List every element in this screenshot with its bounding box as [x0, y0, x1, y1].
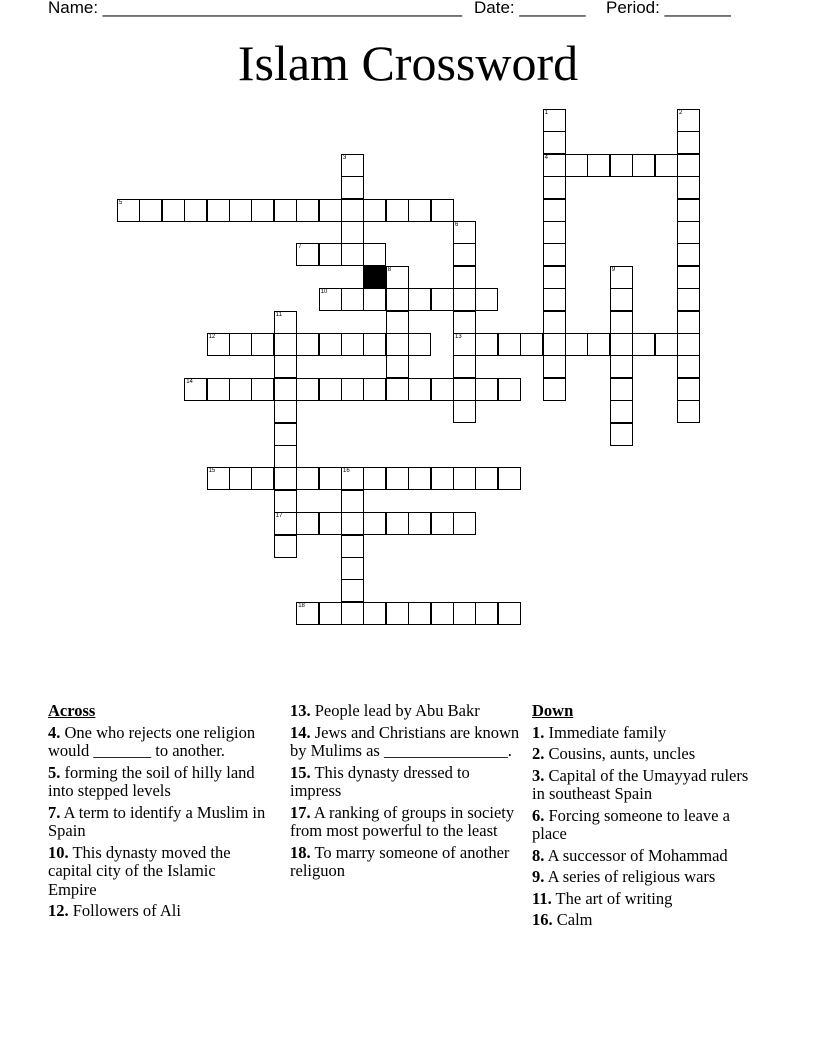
clue-text: This dynasty moved the capital city of the Islamic Empire [48, 842, 231, 899]
grid-cell[interactable] [543, 109, 566, 132]
grid-cell[interactable] [431, 378, 454, 401]
grid-cell[interactable] [363, 288, 386, 311]
grid-cell[interactable] [475, 333, 498, 356]
clue-text: Cousins, aunts, uncles [544, 744, 696, 763]
clue-text: The art of writing [551, 888, 673, 908]
grid-cell[interactable] [341, 535, 364, 558]
grid-cell[interactable] [543, 266, 566, 289]
grid-cell[interactable] [677, 176, 700, 199]
grid-cell[interactable] [386, 288, 409, 311]
clues-column-3 [532, 702, 762, 933]
grid-cell[interactable] [677, 221, 700, 244]
grid-cell[interactable] [274, 378, 297, 401]
clue-text: Immediate family [544, 722, 667, 742]
grid-cell[interactable] [386, 467, 409, 490]
clue-number: 11. [532, 888, 552, 908]
grid-cell[interactable] [610, 400, 633, 423]
clue-number-label: 9 [611, 266, 616, 273]
clue-item [290, 804, 522, 841]
grid-cell[interactable] [274, 467, 297, 490]
clue-text: A successor of Mohammad [544, 845, 728, 865]
clue-text: One who rejects one religion would _______ to another. [48, 722, 256, 760]
grid-cell[interactable] [341, 221, 364, 244]
grid-cell[interactable] [498, 378, 521, 401]
grid-cell[interactable] [408, 378, 431, 401]
grid-cell[interactable] [453, 266, 476, 289]
clue-item [290, 724, 522, 761]
grid-cell[interactable] [408, 602, 431, 625]
grid-cell[interactable] [207, 333, 230, 356]
grid-cell[interactable] [543, 199, 566, 222]
clue-number: 17. [290, 802, 311, 822]
grid-cell[interactable] [498, 467, 521, 490]
grid-cell[interactable] [453, 400, 476, 423]
grid-cell[interactable] [543, 378, 566, 401]
grid-cell[interactable] [184, 378, 207, 401]
grid-cell[interactable] [677, 131, 700, 154]
grid-cell[interactable] [363, 378, 386, 401]
grid-cell[interactable] [543, 131, 566, 154]
grid-cell[interactable] [677, 311, 700, 334]
grid-cell[interactable] [363, 512, 386, 535]
clue-item [532, 847, 762, 866]
clue-item [532, 890, 762, 909]
grid-cell[interactable] [610, 378, 633, 401]
grid-cell[interactable] [319, 467, 342, 490]
clue-number: 10. [48, 842, 69, 862]
clue-number-label: 2 [679, 110, 683, 116]
clue-number: 8. [532, 845, 545, 865]
date-field[interactable]: Date: _______ [474, 0, 586, 17]
grid-cell[interactable] [475, 378, 498, 401]
grid-cell[interactable] [319, 602, 342, 625]
clue-number-label: 6 [455, 222, 459, 228]
clue-item [532, 767, 762, 804]
grid-cell[interactable] [296, 243, 319, 266]
grid-cell[interactable] [341, 512, 364, 535]
grid-cell[interactable] [632, 333, 655, 356]
grid-cell[interactable] [274, 423, 297, 446]
grid-cell[interactable] [341, 154, 364, 177]
grid-cell[interactable] [453, 288, 476, 311]
grid-cell[interactable] [431, 199, 454, 222]
clue-number-label: 14 [186, 378, 193, 385]
clue-text: A ranking of groups in society from most powerful to the least [290, 802, 515, 840]
clue-text: People lead by Abu Bakr [310, 701, 480, 720]
grid-cell[interactable] [520, 333, 543, 356]
grid-cell[interactable] [296, 199, 319, 222]
clue-item [290, 702, 522, 721]
black-cell [363, 266, 386, 289]
clue-text: A series of religious wars [544, 867, 716, 886]
grid-cell[interactable] [453, 378, 476, 401]
grid-cell[interactable] [565, 333, 588, 356]
grid-cell[interactable] [677, 333, 700, 356]
grid-cell[interactable] [341, 243, 364, 266]
grid-cell[interactable] [207, 378, 230, 401]
clue-text: Forcing someone to leave a place [532, 805, 730, 843]
clue-item [290, 764, 522, 801]
grid-cell[interactable] [677, 154, 700, 177]
clues-column-1 [48, 702, 268, 924]
grid-cell[interactable] [587, 154, 610, 177]
grid-cell[interactable] [296, 467, 319, 490]
grid-cell[interactable] [475, 602, 498, 625]
clue-number-label: 5 [119, 199, 123, 206]
grid-cell[interactable] [139, 199, 162, 222]
grid-cell[interactable] [341, 333, 364, 356]
grid-cell[interactable] [341, 490, 364, 513]
clue-number: 12. [48, 901, 69, 920]
grid-cell[interactable] [341, 557, 364, 580]
grid-cell[interactable] [610, 288, 633, 311]
page-title: Islam Crossword [237, 35, 579, 91]
grid-cell[interactable] [565, 154, 588, 177]
grid-cell[interactable] [431, 512, 454, 535]
grid-cell[interactable] [363, 602, 386, 625]
grid-cell[interactable] [475, 467, 498, 490]
clue-text: Calm [552, 910, 593, 929]
clue-text: forming the soil of hilly land into stepped levels [48, 762, 255, 800]
grid-cell[interactable] [274, 355, 297, 378]
grid-cell[interactable] [274, 400, 297, 423]
grid-cell[interactable] [363, 333, 386, 356]
grid-cell[interactable] [386, 512, 409, 535]
grid-cell[interactable] [610, 355, 633, 378]
grid-cell[interactable] [386, 266, 409, 289]
clue-number: 14. [290, 722, 311, 742]
clue-text: Capital of the Umayyad rulers in southeast Spain [532, 765, 749, 803]
grid-cell[interactable] [207, 199, 230, 222]
grid-cell[interactable] [610, 266, 633, 289]
grid-cell[interactable] [341, 579, 364, 602]
grid-cell[interactable] [229, 199, 252, 222]
grid-cell[interactable] [408, 199, 431, 222]
clue-number: 18. [290, 842, 311, 862]
grid-cell[interactable] [296, 333, 319, 356]
clue-item [532, 724, 762, 743]
grid-cell[interactable] [408, 467, 431, 490]
grid-cell[interactable] [386, 333, 409, 356]
grid-cell[interactable] [319, 199, 342, 222]
grid-cell[interactable] [319, 243, 342, 266]
grid-cell[interactable] [543, 243, 566, 266]
grid-cell[interactable] [229, 378, 252, 401]
grid-cell[interactable] [431, 467, 454, 490]
down-heading: Down [532, 701, 574, 720]
grid-cell[interactable] [677, 378, 700, 401]
grid-cell[interactable] [363, 243, 386, 266]
grid-cell[interactable] [610, 423, 633, 446]
clue-item [48, 764, 268, 801]
clue-number-label: 10 [320, 289, 328, 296]
clue-number: 7. [48, 802, 61, 822]
clue-number-label: 12 [208, 334, 216, 340]
grid-cell[interactable] [543, 355, 566, 378]
grid-cell[interactable] [319, 333, 342, 356]
grid-cell[interactable] [655, 154, 678, 177]
grid-cell[interactable] [251, 378, 274, 401]
grid-cell[interactable] [408, 288, 431, 311]
clue-number: 2. [532, 744, 545, 763]
grid-cell[interactable] [296, 512, 319, 535]
clue-number-label: 13 [455, 334, 462, 340]
period-field[interactable]: Period: _______ [606, 0, 731, 17]
grid-cell[interactable] [386, 355, 409, 378]
clue-text: This dynasty dressed to impress [290, 762, 470, 800]
grid-cell[interactable] [363, 467, 386, 490]
clue-number-label: 8 [387, 266, 392, 273]
grid-cell[interactable] [408, 512, 431, 535]
name-field[interactable]: Name: ______________________________________ [48, 0, 463, 17]
grid-cell[interactable] [386, 378, 409, 401]
grid-cell[interactable] [274, 535, 297, 558]
grid-cell[interactable] [677, 266, 700, 289]
clue-number: 15. [290, 762, 311, 782]
grid-cell[interactable] [386, 602, 409, 625]
grid-cell[interactable] [274, 199, 297, 222]
clue-number: 13. [290, 701, 311, 720]
clue-number: 9. [532, 867, 545, 886]
grid-cell[interactable] [677, 109, 700, 132]
clue-number-label: 7 [298, 244, 302, 251]
grid-cell[interactable] [587, 333, 610, 356]
grid-cell[interactable] [229, 333, 252, 356]
clue-item [48, 724, 268, 761]
grid-cell[interactable] [543, 154, 566, 177]
grid-cell[interactable] [453, 355, 476, 378]
grid-cell[interactable] [274, 490, 297, 513]
clue-item [48, 902, 268, 921]
grid-cell[interactable] [296, 602, 319, 625]
clue-item [532, 911, 762, 930]
grid-cell[interactable] [274, 311, 297, 334]
grid-cell[interactable] [341, 602, 364, 625]
clues-column-2 [290, 702, 522, 884]
grid-cell[interactable] [498, 333, 521, 356]
clue-item [48, 804, 268, 841]
grid-cell[interactable] [543, 333, 566, 356]
grid-cell[interactable] [453, 333, 476, 356]
clue-number: 16. [532, 910, 553, 929]
grid-cell[interactable] [475, 288, 498, 311]
grid-cell[interactable] [386, 311, 409, 334]
grid-cell[interactable] [610, 333, 633, 356]
grid-cell[interactable] [453, 311, 476, 334]
grid-cell[interactable] [431, 602, 454, 625]
grid-cell[interactable] [341, 288, 364, 311]
grid-cell[interactable] [543, 176, 566, 199]
clue-item [532, 868, 762, 887]
clue-text: To marry someone of another religuon [290, 842, 510, 880]
grid-cell[interactable] [363, 199, 386, 222]
grid-cell[interactable] [386, 199, 409, 222]
grid-cell[interactable] [274, 445, 297, 468]
clue-number: 1. [532, 722, 545, 742]
clue-item [290, 844, 522, 881]
grid-cell[interactable] [453, 512, 476, 535]
grid-cell[interactable] [162, 199, 185, 222]
grid-cell[interactable] [274, 333, 297, 356]
clue-number-label: 17 [275, 513, 283, 520]
grid-cell[interactable] [341, 378, 364, 401]
grid-cell[interactable] [319, 512, 342, 535]
clue-number: 3. [532, 765, 545, 785]
grid-cell[interactable] [677, 400, 700, 423]
clue-number-label: 16 [343, 468, 350, 475]
clue-item [48, 844, 268, 900]
grid-cell[interactable] [274, 512, 297, 535]
grid-cell[interactable] [655, 333, 678, 356]
grid-cell[interactable] [251, 333, 274, 356]
grid-cell[interactable] [431, 288, 454, 311]
grid-cell[interactable] [341, 467, 364, 490]
grid-cell[interactable] [453, 602, 476, 625]
grid-cell[interactable] [408, 333, 431, 356]
grid-cell[interactable] [543, 311, 566, 334]
grid-cell[interactable] [296, 378, 319, 401]
grid-cell[interactable] [610, 154, 633, 177]
grid-cell[interactable] [341, 199, 364, 222]
clue-text: Followers of Ali [68, 901, 181, 920]
clue-item [532, 745, 762, 764]
clue-number: 4. [48, 722, 61, 742]
grid-cell[interactable] [677, 355, 700, 378]
grid-cell[interactable] [319, 378, 342, 401]
clue-number-label: 11 [275, 311, 283, 318]
clue-number-label: 4 [544, 154, 548, 161]
grid-cell[interactable] [207, 467, 230, 490]
grid-cell[interactable] [677, 199, 700, 222]
grid-cell[interactable] [251, 199, 274, 222]
grid-cell[interactable] [184, 199, 207, 222]
grid-cell[interactable] [229, 467, 252, 490]
clue-item [532, 807, 762, 844]
clue-text: Jews and Christians are known by Mulims as _______________. [290, 722, 520, 760]
grid-cell[interactable] [610, 311, 633, 334]
clue-number-label: 15 [208, 468, 216, 475]
grid-cell[interactable] [543, 221, 566, 244]
grid-cell[interactable] [677, 243, 700, 266]
grid-cell[interactable] [453, 467, 476, 490]
clue-number-label: 1 [544, 110, 548, 116]
clue-number-label: 18 [298, 602, 305, 609]
grid-cell[interactable] [319, 288, 342, 311]
grid-cell[interactable] [251, 467, 274, 490]
grid-cell[interactable] [543, 288, 566, 311]
clue-number-label: 3 [343, 154, 347, 161]
grid-cell[interactable] [632, 154, 655, 177]
clue-number: 6. [532, 805, 545, 825]
grid-cell[interactable] [498, 602, 521, 625]
clue-text: A term to identify a Muslim in Spain [48, 802, 266, 840]
clue-number: 5. [48, 762, 61, 782]
grid-cell[interactable] [453, 221, 476, 244]
grid-cell[interactable] [453, 243, 476, 266]
across-heading: Across [48, 701, 96, 720]
grid-cell[interactable] [117, 199, 140, 222]
grid-cell[interactable] [341, 176, 364, 199]
grid-cell[interactable] [677, 288, 700, 311]
